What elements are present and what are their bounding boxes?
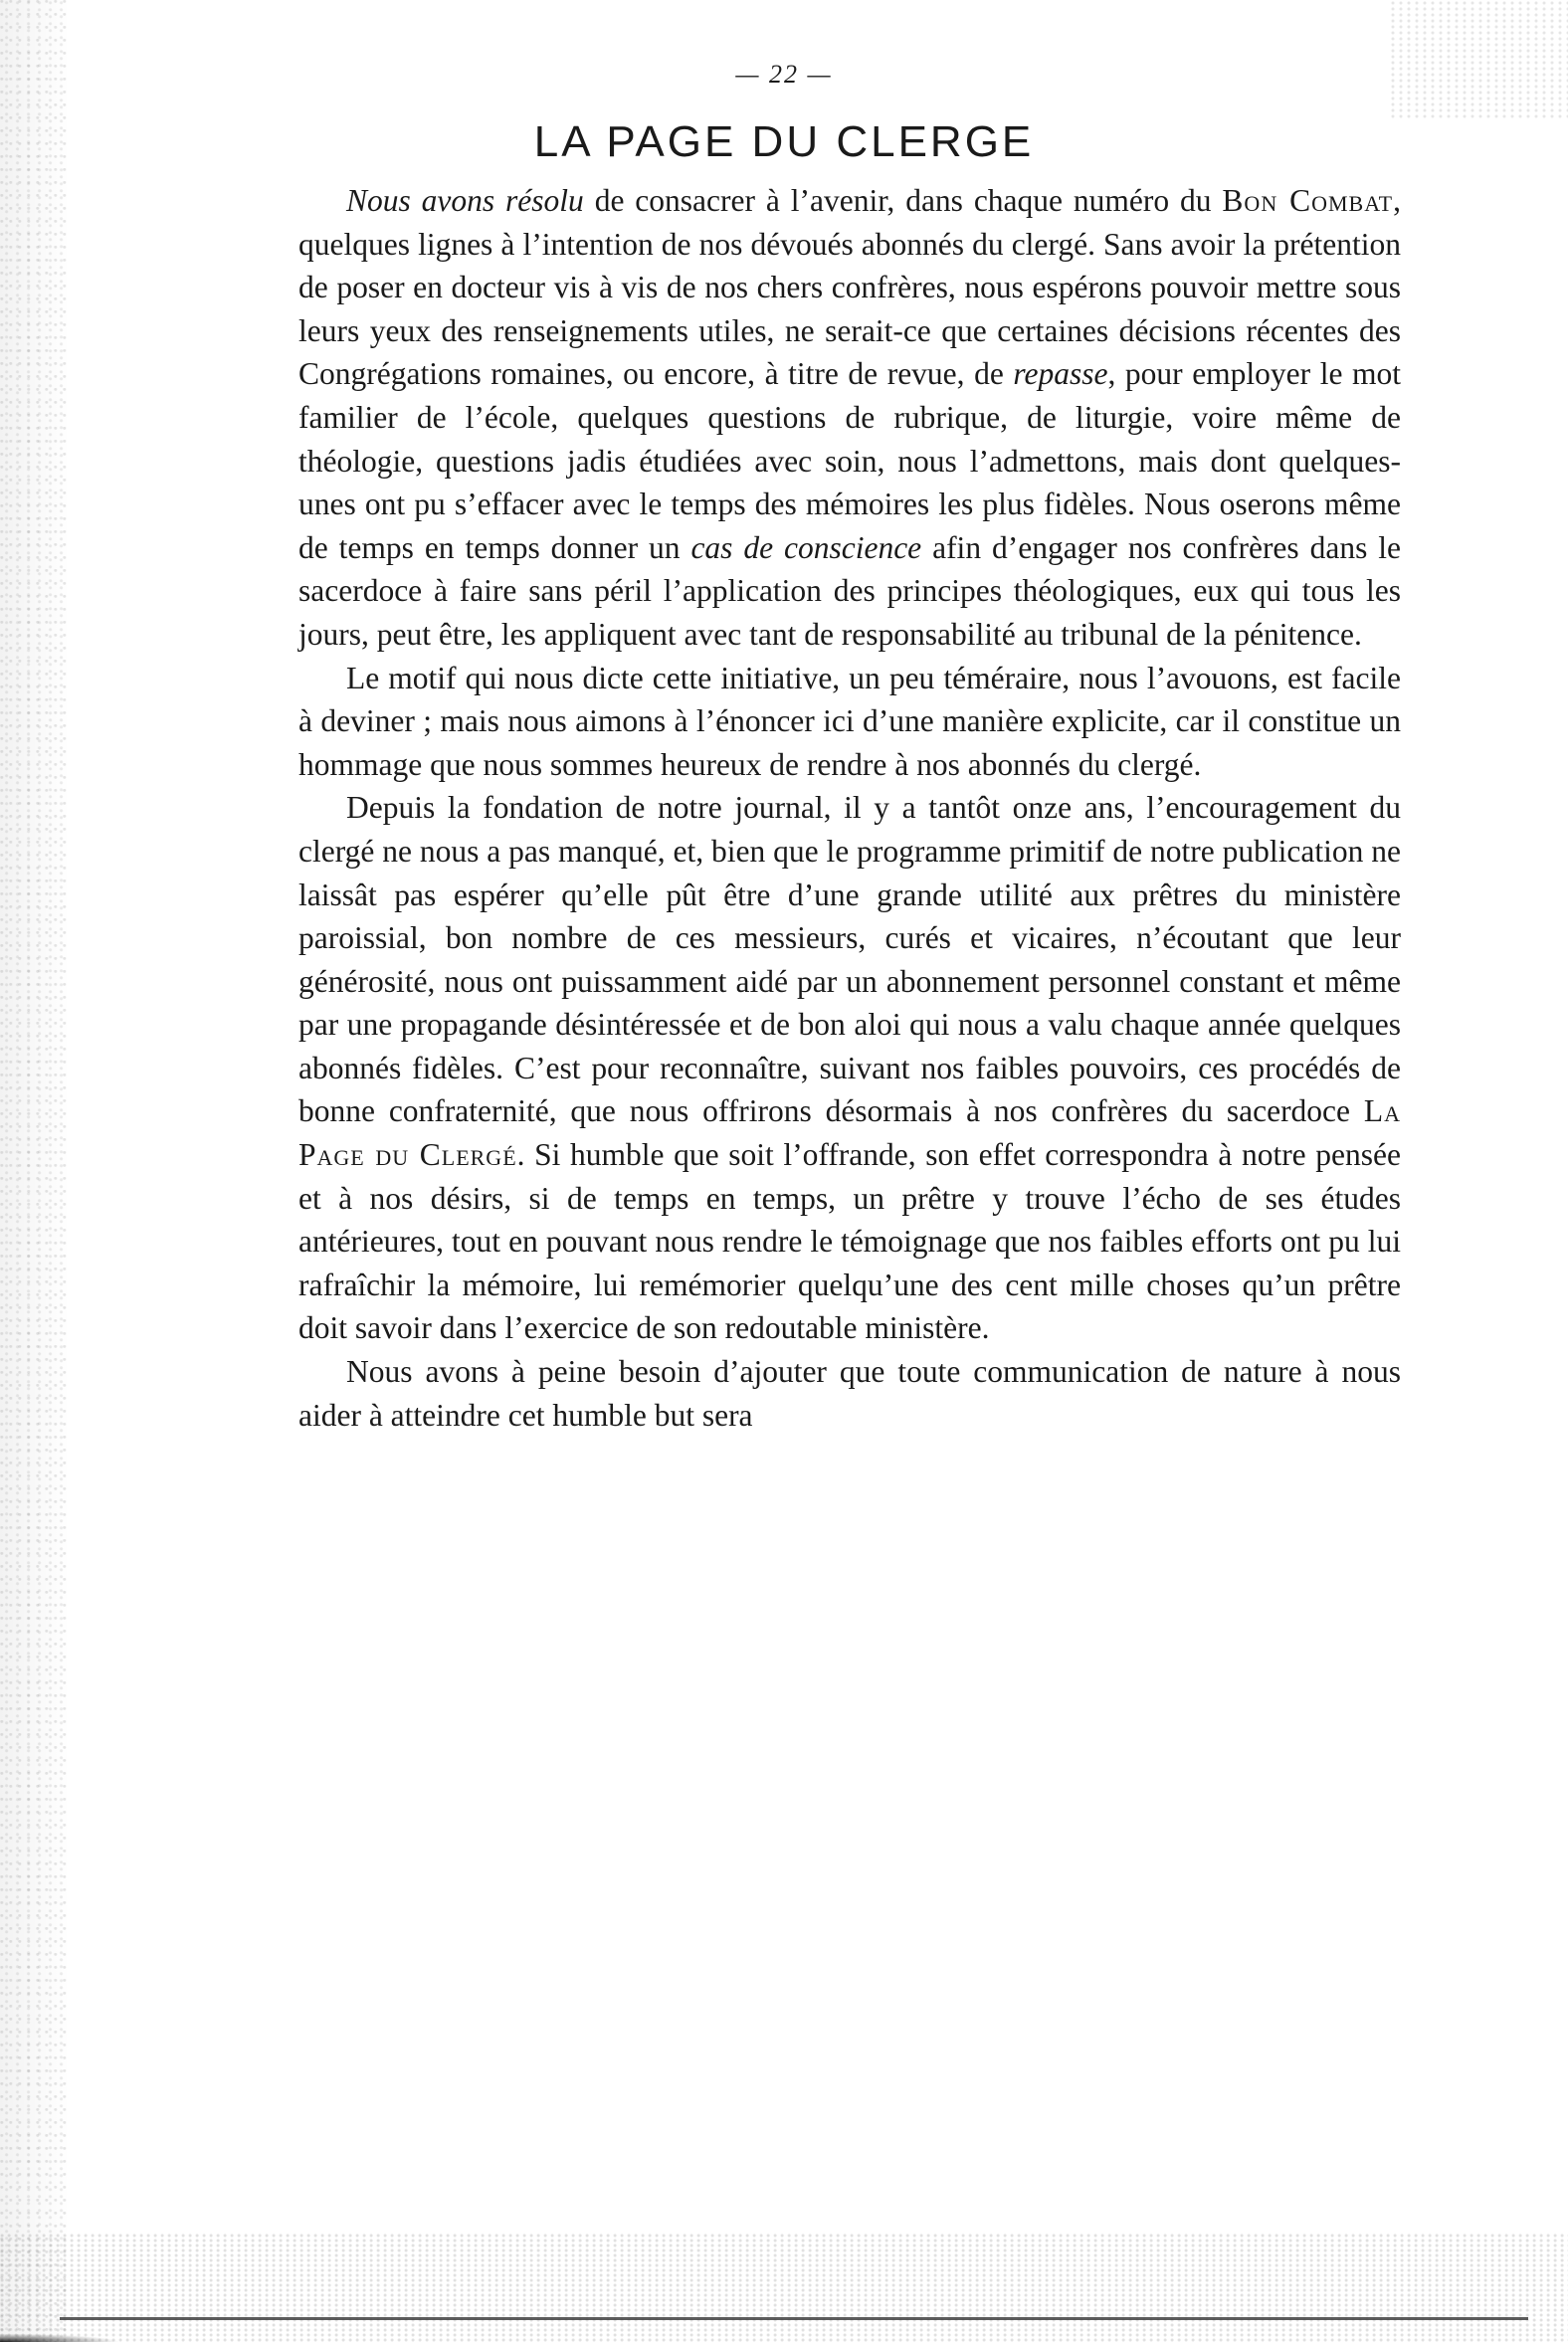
text-segment: , quelques lignes à l’intention de nos dévoués abonnés du clergé. Sans avoir la prétention de poser en docteur vis à vis de nos chers confrères, nous espérons pouvoir mettre sous leurs yeux des renseignements utiles, ne serait-ce que certaines décisions récentes des Congrégations romaines, ou encore, à titre de revue, de xyxy=(298,183,1401,392)
scan-edge-noise xyxy=(0,0,70,2342)
text-segment: Nous avons résolu xyxy=(346,183,584,218)
text-segment: de consacrer à l’avenir, dans chaque numéro du xyxy=(583,183,1223,218)
text-segment: repasse xyxy=(1013,356,1108,392)
paragraph xyxy=(298,1350,1401,1437)
text-segment: Le motif qui nous dicte cette initiative, un peu téméraire, nous l’avouons, est facile à deviner ; mais nous aimons à l’énoncer ici d’une manière explicite, car il constitue un hommage que nous sommes heureux de rendre à nos abonnés du clergé. xyxy=(298,660,1401,782)
text-segment: afin d’engager nos confrères dans le sacerdoce à faire sans péril l’application des principes théologiques, eux qui tous les jours, peut être, les appliquent avec tant de responsabilité au tribunal de la pénitence. xyxy=(298,529,1401,652)
text-segment: Bon Combat xyxy=(1222,183,1394,218)
text-segment: cas de conscience xyxy=(690,529,922,565)
page-title: LA PAGE DU CLERGE xyxy=(533,117,1035,166)
text-segment: Depuis la fondation de notre journal, il y a tantôt onze ans, l’encouragement du clergé ne nous a pas manqué, et, bien que le programme primitif de notre publication ne laissât pas espérer qu’elle pût être d’une grande utilité aux prêtres du ministère paroissial, bon nombre de ces messieurs, curés et vicaires, n’écoutant que leur générosité, nous ont puissamment aidé par un abonnement personnel constant et même par une propagande désintéressée et de bon aloi qui nous a valu chaque année quelques abonnés fidèles. C’est pour reconnaître, suivant nos faibles pouvoirs, ces procédés de bonne confraternité, que nous offrirons désormais à nos confrères du sacerdoce xyxy=(298,790,1401,1129)
paragraph xyxy=(298,657,1401,787)
text-segment: Nous avons à peine besoin d’ajouter que toute communication de nature à nous aider à atteindre cet humble but sera xyxy=(298,1354,1401,1433)
text-segment: , pour employer le mot familier de l’école, quelques questions de rubrique, de liturgie, voire même de théologie, questions jadis étudiées avec soin, nous l’admettons, mais dont quelques-unes ont pu s’effacer avec le temps des mémoires les plus fidèles. Nous oserons même de temps en temps donner un xyxy=(298,356,1402,565)
paragraph xyxy=(298,786,1401,1350)
text-segment: La Page du Clergé xyxy=(298,1093,1401,1173)
scan-bottom-shadow xyxy=(0,2233,1568,2342)
scan-bottom-rule xyxy=(60,2317,1528,2320)
paragraph xyxy=(298,179,1401,657)
text-segment: . Si humble que soit l’offrande, son effet correspondra à notre pensée et à nos désirs, si de temps en temps, un prêtre y trouve l’écho de ses études antérieures, tout en pouvant nous rendre le témoignage que nos faibles efforts ont pu lui rafraîchir la mémoire, lui remémorier quelqu’une des cent mille choses qu’un prêtre doit savoir dans l’exercice de son redoutable ministère. xyxy=(298,1137,1401,1346)
article-body xyxy=(298,179,1401,1437)
page-number: — 22 — xyxy=(735,60,833,89)
